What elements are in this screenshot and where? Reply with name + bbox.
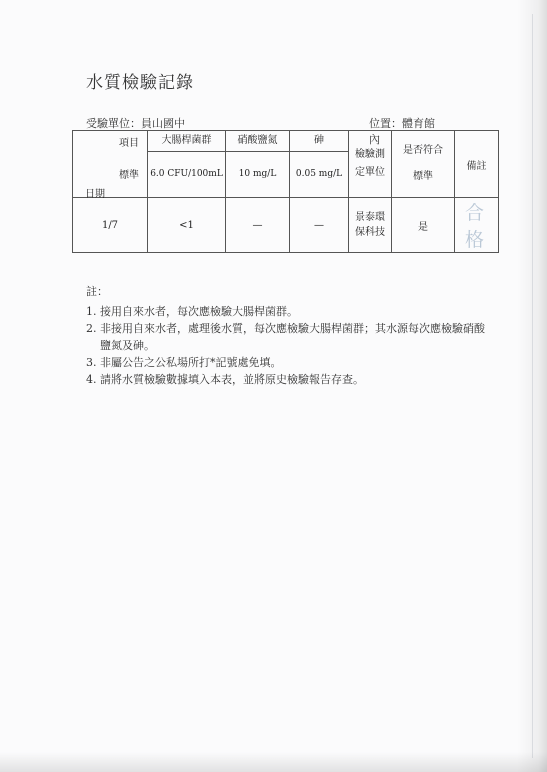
corner-header-cell	[73, 131, 148, 198]
nitrate-column	[226, 131, 290, 198]
pass-stamp: 合格	[464, 202, 488, 251]
compliance-header-line-1: 是否符合	[403, 145, 443, 156]
notes-section	[86, 283, 495, 388]
note-number: 2.	[86, 322, 97, 335]
note-text: 請將水質檢驗數據填入本表，並將原史檢驗報告存查。	[100, 373, 364, 386]
note-text: 非接用自來水者，處理後水質，每次應檢驗大腸桿菌群；其水源每次應檢驗硝酸鹽氮及砷。	[100, 322, 485, 352]
corner-date-label: 日期	[85, 189, 105, 200]
coliform-column	[148, 131, 226, 198]
test-unit-label: 受驗單位：員山國中	[86, 117, 185, 130]
row-lab-line-1: 景泰環	[355, 212, 385, 223]
column-header-nitrate: 硝酸鹽氮	[226, 131, 289, 152]
page-edge-line	[532, 14, 533, 758]
lab-header-line-2: 定單位	[355, 167, 385, 178]
row-lab-line-2: 保科技	[355, 227, 385, 238]
note-number: 3.	[86, 356, 97, 369]
row-date: 1/7	[73, 198, 148, 253]
note-text: 非屬公告之公私場所打*記號處免填。	[100, 356, 282, 369]
row-remark	[455, 198, 499, 253]
note-item	[86, 371, 495, 388]
note-item	[86, 303, 495, 320]
lab-header-line-1: 檢驗測	[355, 149, 385, 160]
water-quality-table	[72, 130, 499, 253]
page-shadow-bottom	[0, 752, 547, 772]
standard-arsenic: 0.05 mg/L	[295, 169, 343, 179]
column-header-coliform: 大腸桿菌群	[148, 131, 225, 152]
table-row	[73, 198, 499, 253]
row-compliance: 是	[392, 198, 455, 253]
column-header-arsenic: 砷	[290, 131, 348, 152]
note-item	[86, 354, 495, 371]
corner-standard-label: 標準	[119, 170, 139, 181]
note-text: 接用自來水者，每次應檢驗大腸桿菌群。	[100, 305, 298, 318]
notes-heading: 註：	[86, 285, 108, 298]
compliance-header-cell	[392, 131, 455, 198]
row-value-arsenic: —	[290, 198, 349, 253]
row-value-coliform: <1	[148, 198, 226, 253]
row-value-nitrate: —	[226, 198, 290, 253]
location-label: 位置：體育館內	[369, 117, 435, 146]
standard-nitrate: 10 mg/L	[238, 169, 277, 179]
row-lab	[349, 198, 392, 253]
corner-item-label: 項目	[119, 138, 139, 149]
note-item	[86, 320, 495, 354]
compliance-header-line-2: 標準	[413, 171, 433, 182]
table-header-row	[73, 131, 499, 198]
remarks-header-cell: 備註	[455, 131, 499, 198]
lab-header-cell	[349, 131, 392, 198]
standard-coliform: 6.0 CFU/100mL	[150, 169, 223, 179]
note-number: 4.	[86, 373, 97, 386]
document-title: 水質檢驗記錄	[86, 73, 194, 93]
note-number: 1.	[86, 305, 97, 318]
arsenic-column	[290, 131, 349, 198]
